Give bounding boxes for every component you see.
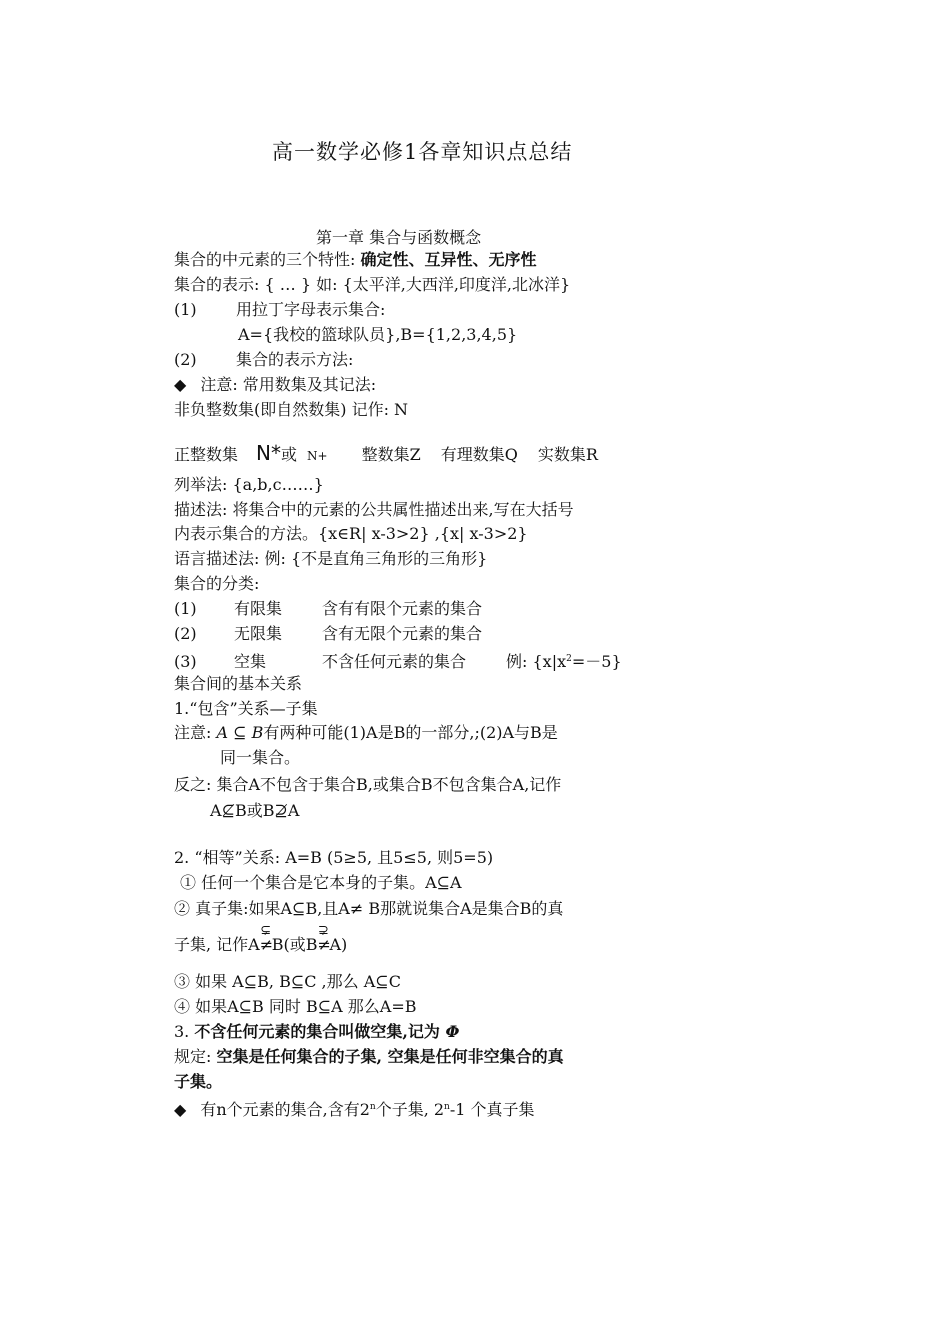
math-symbol-bottom: ≠ — [259, 935, 274, 954]
superscript: n — [369, 1102, 376, 1112]
text-line — [174, 1096, 535, 1121]
text-span: 集合的表示方法: — [236, 350, 354, 369]
text-span: 含有有限个元素的集合 — [322, 599, 483, 618]
text-line: 描述法: 将集合中的元素的公共属性描述出来,写在大括号 — [174, 500, 574, 519]
math-symbol-top: ⊊ — [260, 923, 272, 938]
text-span: 实数集R — [537, 445, 598, 464]
text-span: 集合的中元素的三个特性: — [174, 250, 361, 269]
text-line: 集合间的基本关系 — [174, 674, 303, 693]
text-line: 同一集合。 — [220, 748, 301, 767]
text-line — [174, 440, 598, 469]
text-line: 列举法: {a,b,c……} — [174, 475, 324, 494]
math-symbol-bottom: ≠ — [317, 935, 331, 954]
text-span: 用拉丁字母表示集合: — [236, 300, 386, 319]
text-line — [174, 1046, 564, 1068]
text-line: 非负整数集(即自然数集) 记作: N — [174, 400, 409, 419]
text-span: 子集, 记作A — [174, 935, 260, 954]
text-line — [174, 299, 385, 321]
math-symbol: ⊉ — [274, 801, 288, 820]
text-span: 含有无限个元素的集合 — [322, 624, 483, 643]
text-line — [174, 623, 482, 645]
text-span: =－5} — [571, 652, 622, 671]
text-span: 有两种可能(1)A是B的一部分,;(2)A与B是 — [263, 723, 558, 742]
chapter-heading: 第一章 集合与函数概念 — [316, 228, 482, 247]
list-number: (2) — [174, 350, 197, 369]
text-span: 3. — [174, 1022, 195, 1041]
text-span: 有理数集Q — [440, 445, 518, 464]
text-line: A={我校的篮球队员},B={1,2,3,4,5} — [238, 325, 518, 344]
bold-text: 空集是任何集合的子集, 空集是任何非空集合的真 — [216, 1047, 564, 1066]
text-span: 规定: — [174, 1047, 217, 1066]
text-line — [174, 1021, 459, 1043]
text-line — [174, 374, 376, 396]
bullet-icon: ◆ — [174, 1100, 187, 1119]
text-span: 注意: 常用数集及其记法: — [200, 375, 377, 394]
text-line: ③ 如果 A⊆B, B⊆C ,那么 A⊆C — [174, 972, 401, 991]
text-line: 2. “相等”关系: A=B (5≥5, 且5≤5, 则5=5) — [174, 848, 494, 867]
text-line — [174, 349, 353, 371]
text-line — [174, 598, 482, 620]
text-span: 有限集 — [234, 599, 283, 618]
text-span: 例: {x|x — [506, 652, 567, 671]
text-span: N+ — [307, 449, 328, 463]
list-number: (1) — [174, 300, 197, 319]
math-expression: A ⊆ B — [216, 723, 264, 742]
text-span: 有n个元素的集合,含有2 — [200, 1100, 370, 1119]
text-span: 不含任何元素的集合 — [322, 652, 467, 671]
text-span: 个子集, 2 — [375, 1100, 445, 1119]
text-line: 1.“包含”关系—子集 — [174, 699, 318, 718]
math-symbol — [259, 923, 274, 956]
text-span: 整数集Z — [361, 445, 421, 464]
text-span: 正整数集 — [174, 445, 239, 464]
text-span: B或B — [234, 801, 275, 820]
text-line: ④ 如果A⊆B 同时 B⊆A 那么A=B — [174, 997, 417, 1016]
bullet-icon: ◆ — [174, 375, 187, 394]
list-number: (3) — [174, 652, 197, 671]
text-line: ② 真子集:如果A⊆B,且A≠ B那就说集合A是集合B的真 — [174, 899, 564, 918]
text-span: A — [210, 801, 222, 820]
text-line: 内表示集合的方法。{x∈R| x-3>2} ,{x| x-3>2} — [174, 524, 528, 543]
text-line: 反之: 集合A不包含于集合B,或集合B不包含集合A,记作 — [174, 775, 562, 794]
text-span: 注意: — [174, 723, 217, 742]
text-line — [174, 923, 348, 956]
math-symbol — [317, 923, 331, 956]
superscript: n — [444, 1102, 450, 1112]
math-symbol-top: ⊋ — [318, 923, 329, 938]
text-line — [174, 249, 537, 271]
text-span: N* — [256, 441, 281, 465]
bold-text: 不含任何元素的集合叫做空集,记为 — [194, 1022, 446, 1041]
list-number: (1) — [174, 599, 197, 618]
text-span: 无限集 — [234, 624, 283, 643]
text-line: 集合的分类: — [174, 574, 260, 593]
text-line: 集合的表示: { … } 如: {太平洋,大西洋,印度洋,北冰洋} — [174, 275, 571, 294]
math-symbol: Φ — [445, 1022, 460, 1041]
superscript: 2 — [566, 654, 572, 664]
text-span: A — [287, 801, 300, 820]
text-span: B(或B — [271, 935, 318, 954]
text-span: -1 个真子集 — [449, 1100, 535, 1119]
math-symbol: ⊈ — [221, 801, 235, 820]
text-span: 或 — [280, 445, 297, 464]
text-line: 子集。 — [174, 1072, 223, 1091]
text-line — [174, 722, 558, 744]
bold-text: 确定性、互异性、无序性 — [360, 250, 537, 269]
list-number: (2) — [174, 624, 197, 643]
text-line — [174, 648, 622, 673]
text-span: 空集 — [234, 652, 267, 671]
text-span: A) — [329, 935, 348, 954]
page-title: 高一数学必修1各章知识点总结 — [272, 140, 573, 164]
text-line: 语言描述法: 例: {不是直角三角形的三角形} — [174, 549, 488, 568]
text-line: ① 任何一个集合是它本身的子集。A⊆A — [180, 873, 462, 892]
text-line — [210, 800, 299, 822]
